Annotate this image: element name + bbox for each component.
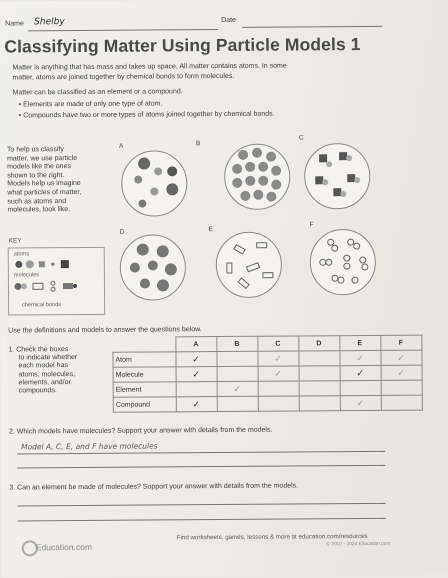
column-header: E <box>339 335 380 350</box>
key-title: KEY <box>8 237 22 245</box>
column-header: A <box>175 337 216 352</box>
model-b-label: B <box>195 140 201 148</box>
row-label: Molecule <box>113 367 176 382</box>
model-b-circle <box>224 144 290 210</box>
check-cell[interactable]: ✓ <box>176 367 217 382</box>
check-cell[interactable]: ✓ <box>380 350 421 365</box>
model-a-circle <box>121 150 187 216</box>
bullet-elements-text: Elements are made of only one type of atom. <box>23 100 163 109</box>
key-molecules-icons <box>13 279 99 294</box>
q1-line: to indicate whether <box>18 354 78 362</box>
question-2: 2. Which models have molecules? Support your answer with details from the models. <box>8 426 273 436</box>
q1-line: compounds. <box>18 387 57 395</box>
model-f-circle <box>310 229 376 295</box>
bullet-compounds: • Compounds have two or more types of atoms joined together by chemical bonds. <box>18 110 275 120</box>
check-cell[interactable] <box>299 381 340 396</box>
q1-line: each model has <box>18 362 68 370</box>
intro-line-1: Matter is anything that has mass and takes up space. All matter contains atoms. In some <box>12 62 287 72</box>
intro-paragraph-2: Matter can be classified as an element or a compound. <box>12 88 183 97</box>
table-corner <box>113 337 176 352</box>
model-f-label: F <box>309 221 314 229</box>
key-bonds-label: chemical bonds <box>22 302 62 309</box>
page-title: Classifying Matter Using Particle Models 1 <box>4 34 361 57</box>
check-cell[interactable]: ✓ <box>217 381 258 396</box>
check-cell[interactable] <box>216 351 257 366</box>
side-line: Models help us imagine <box>7 180 81 188</box>
model-d-label: D <box>119 228 125 236</box>
q1-line: 1. Check the boxes <box>8 346 69 354</box>
side-line: molecules, look like. <box>7 206 71 214</box>
side-line: models like the ones <box>7 163 72 171</box>
check-cell[interactable]: ✓ <box>258 366 299 381</box>
side-explanation <box>7 146 81 215</box>
key-box <box>8 247 105 316</box>
question-1 <box>8 346 77 396</box>
key-atoms-label: atoms <box>13 251 30 258</box>
check-cell[interactable] <box>258 381 299 396</box>
side-line: shown to the right. <box>7 171 65 180</box>
table-row <box>113 395 422 412</box>
answer-line <box>17 465 385 469</box>
side-line: such as atoms and <box>7 197 67 206</box>
check-cell[interactable] <box>299 396 340 411</box>
footer-brand: Education.com <box>35 541 93 553</box>
row-label: Element <box>113 382 176 397</box>
classification-table <box>112 335 422 413</box>
q1-line: atoms, molecules, <box>18 370 76 379</box>
model-c-label: C <box>298 134 304 142</box>
check-cell[interactable]: ✓ <box>176 397 217 412</box>
row-label: Atom <box>113 352 176 367</box>
check-cell[interactable]: ✓ <box>257 351 298 366</box>
check-cell[interactable] <box>217 366 258 381</box>
question-2-answer[interactable]: Model A, C, E, and F have molecules <box>21 441 158 452</box>
check-cell[interactable] <box>381 395 422 410</box>
check-cell[interactable] <box>258 396 299 411</box>
check-cell[interactable]: ✓ <box>381 365 422 380</box>
model-e-circle <box>216 232 282 298</box>
side-line: To help us classify <box>7 146 64 154</box>
column-header: F <box>380 335 421 350</box>
name-label: Name <box>5 20 24 28</box>
side-line: what particles of matter, <box>7 188 82 197</box>
table-instruction: Use the definitions and models to answer the questions below. <box>8 326 202 335</box>
row-label: Compound <box>113 397 176 412</box>
check-cell[interactable] <box>298 351 339 366</box>
answer-line <box>17 451 385 455</box>
check-cell[interactable]: ✓ <box>340 395 381 410</box>
check-cell[interactable]: ✓ <box>340 365 381 380</box>
answer-line <box>18 518 386 522</box>
q1-line: elements, and/or <box>18 378 71 387</box>
column-header: B <box>216 336 257 351</box>
answer-line <box>18 503 386 507</box>
intro-line-2: matter, atoms are joined together by chemical bonds to form molecules. <box>12 72 235 82</box>
model-a-label: A <box>118 142 124 150</box>
question-3: 3. Can an element be made of molecules? Support your answer with details from the models. <box>9 482 299 492</box>
check-cell[interactable]: ✓ <box>175 352 216 367</box>
footer-tagline: Find worksheets, games, lessons & more at education.com/resources <box>176 533 368 542</box>
check-cell[interactable] <box>217 396 258 411</box>
bullet-elements: • Elements are made of only one type of atom. <box>18 100 163 109</box>
key-molecules-label: molecules <box>13 272 40 279</box>
date-line <box>242 26 382 28</box>
footer-copyright: © 2007 - 2024 Education.com <box>326 541 391 548</box>
bullet-compounds-text: Compounds have two or more types of atoms joined together by chemical bonds. <box>23 110 275 120</box>
check-cell[interactable] <box>381 380 422 395</box>
column-header: D <box>298 336 339 351</box>
key-atoms-icons <box>13 258 93 271</box>
name-value[interactable]: Shelby <box>34 17 65 28</box>
check-cell[interactable] <box>340 380 381 395</box>
check-cell[interactable]: ✓ <box>339 350 380 365</box>
model-c-circle <box>304 143 370 209</box>
side-line: matter, we use particle <box>7 154 78 163</box>
name-line <box>28 29 218 31</box>
date-label: Date <box>221 16 236 25</box>
model-e-label: E <box>208 226 213 234</box>
check-cell[interactable] <box>176 382 217 397</box>
check-cell[interactable] <box>299 366 340 381</box>
model-d-circle <box>120 234 186 300</box>
column-header: C <box>257 336 298 351</box>
